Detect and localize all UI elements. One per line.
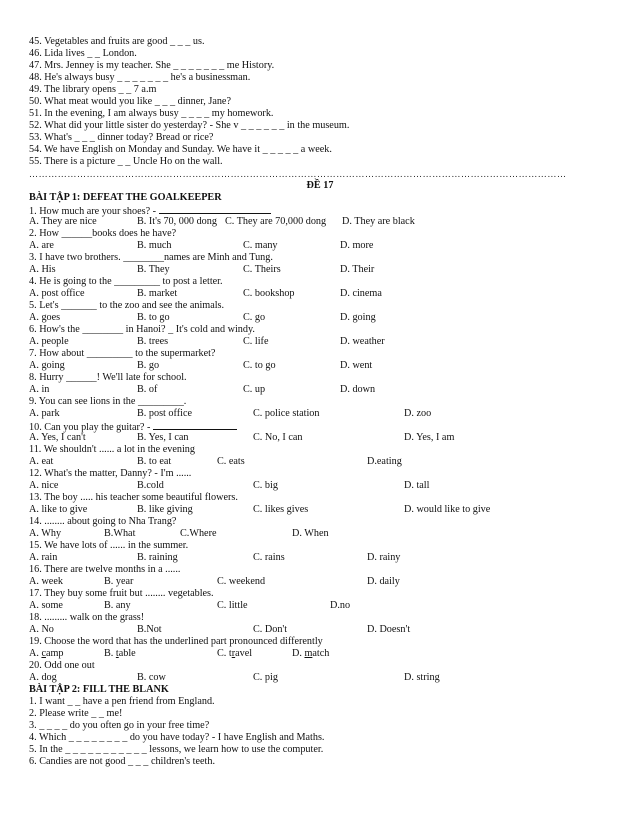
answer-option: A. rain — [29, 552, 58, 563]
answer-option: B. Yes, I can — [137, 432, 189, 443]
fill-item: 6. Candies are not good _ _ _ children's teeth. — [29, 756, 216, 767]
answer-option: A. going — [29, 360, 65, 371]
answer-option: B. any — [104, 600, 131, 611]
answer-option: C. pig — [253, 672, 278, 683]
question-text: 20. Odd one out — [29, 660, 95, 671]
answer-option: D. tall — [404, 480, 430, 491]
top-item: 48. He's always busy _ _ _ _ _ _ _ he's a businessman. — [29, 72, 251, 83]
question-text: 13. The boy ..... his teacher some beautiful flowers. — [29, 492, 238, 503]
question — [29, 468, 191, 480]
question-text: 12. What's the matter, Danny? - I'm ...... — [29, 468, 192, 479]
top-item: 47. Mrs. Jenney is my teacher. She _ _ _ _ _ _ _ me History. — [29, 60, 275, 71]
top-item: 55. There is a picture _ _ Uncle Ho on the wall. — [29, 156, 223, 167]
exercise-1-title: BÀI TẬP 1: DEFEAT THE GOALKEEPER — [29, 192, 222, 203]
question — [29, 516, 176, 528]
answer-option: A. post office — [29, 288, 85, 299]
answer-option: B. post office — [137, 408, 192, 419]
fill-item: 3. _ _ _ _ do you often go in your free time? — [29, 720, 210, 731]
question — [29, 300, 224, 312]
answer-option: C. to go — [243, 360, 276, 371]
question — [29, 228, 176, 240]
question — [29, 636, 323, 648]
question-text: 18. ......... walk on the grass! — [29, 612, 145, 623]
answer-option: A. camp — [29, 648, 64, 659]
answer-option: D. match — [292, 648, 330, 659]
answer-option: D. rainy — [367, 552, 401, 563]
answer-option: C. No, I can — [253, 432, 303, 443]
answer-option: B. like giving — [137, 504, 193, 515]
underlined-letter: c — [41, 648, 46, 659]
answer-option: D. zoo — [404, 408, 432, 419]
answer-option: C. police station — [253, 408, 320, 419]
answer-option: A. are — [29, 240, 54, 251]
answer-option: D. string — [404, 672, 440, 683]
answer-option: A. His — [29, 264, 56, 275]
question — [29, 540, 188, 552]
question-text: 19. Choose the word that has the underlined part pronounced differently — [29, 636, 323, 647]
answer-option: D. When — [292, 528, 329, 539]
question-text: 14. ........ about going to Nha Trang? — [29, 516, 177, 527]
top-item: 54. We have English on Monday and Sunday. We have it _ _ _ _ _ a week. — [29, 144, 332, 155]
answer-option: A. No — [29, 624, 54, 635]
question-text: 2. How ______books does he have? — [29, 228, 177, 239]
answer-option: B.What — [104, 528, 136, 539]
question-text: 11. We shouldn't ...... a lot in the evening — [29, 444, 195, 455]
separator: …………………………………………………………………………………………………………………………………………………… — [29, 169, 567, 179]
answer-option: A. dog — [29, 672, 57, 683]
top-item: 46. Lida lives _ _ London. — [29, 48, 137, 59]
answer-option: B. They — [137, 264, 170, 275]
answer-option: B. raining — [137, 552, 178, 563]
answer-option: A. in — [29, 384, 50, 395]
answer-option: D. Doesn't — [367, 624, 411, 635]
answer-option: B. market — [137, 288, 178, 299]
answer-option: C.Where — [180, 528, 217, 539]
answer-option: B. to eat — [137, 456, 172, 467]
answer-option: B. to go — [137, 312, 170, 323]
answer-option: D. They are black — [342, 216, 415, 227]
question — [29, 348, 215, 360]
answer-option: B. It's 70, 000 dong — [137, 216, 217, 227]
answer-option: A. Why — [29, 528, 62, 539]
answer-blank — [153, 420, 237, 430]
question-text: 8. Hurry ______! We'll late for school. — [29, 372, 187, 383]
answer-option: A. goes — [29, 312, 61, 323]
answer-option: B. cow — [137, 672, 166, 683]
question-text: 16. There are twelve months in a ...... — [29, 564, 181, 575]
question — [29, 276, 223, 288]
answer-option: B.Not — [137, 624, 162, 635]
answer-option: C. rains — [253, 552, 285, 563]
fill-item: 1. I want _ _ have a pen friend from England. — [29, 696, 215, 707]
answer-option: A. some — [29, 600, 63, 611]
answer-option: D. went — [340, 360, 373, 371]
fill-item: 4. Which _ _ _ _ _ _ _ _ do you have today? - I have English and Maths. — [29, 732, 325, 743]
answer-option: C. bookshop — [243, 288, 295, 299]
question-text: 10. Can you play the guitar? - — [29, 422, 153, 433]
top-item: 45. Vegetables and fruits are good _ _ _ us. — [29, 36, 205, 47]
top-item: 50. What meat would you like _ _ _ dinner, Jane? — [29, 96, 231, 107]
answer-option: B. year — [104, 576, 134, 587]
question-text: 9. You can see lions in the _________. — [29, 396, 187, 407]
question — [29, 564, 180, 576]
answer-option: C. Theirs — [243, 264, 281, 275]
top-item: 52. What did your little sister do yesterday? - She v _ _ _ _ _ _ in the museum. — [29, 120, 350, 131]
question — [29, 588, 214, 600]
answer-option: C. They are 70,000 dong — [225, 216, 327, 227]
question — [29, 372, 187, 384]
top-item: 53. What's _ _ _ dinner today? Bread or rice? — [29, 132, 214, 143]
exercise-2-title: BÀI TẬP 2: FILL THE BLANK — [29, 684, 169, 695]
answer-option: B. trees — [137, 336, 169, 347]
answer-option: A. They are nice — [29, 216, 97, 227]
answer-blank — [159, 204, 271, 214]
question-text: 4. He is going to the _________ to post a letter. — [29, 276, 223, 287]
top-item: 49. The library opens _ _ 7 a.m — [29, 84, 157, 95]
answer-option: C. up — [243, 384, 266, 395]
question — [29, 612, 144, 624]
answer-option: A. park — [29, 408, 60, 419]
question — [29, 660, 95, 672]
answer-option: D. Yes, I am — [404, 432, 455, 443]
answer-option: B. table — [104, 648, 136, 659]
answer-option: C. little — [217, 600, 248, 611]
question-text: 17. They buy some fruit but ........ vegetables. — [29, 588, 214, 599]
question — [29, 252, 273, 264]
answer-option: D. more — [340, 240, 374, 251]
top-item: 51. In the evening, I am always busy _ _ _ _ my homework. — [29, 108, 274, 119]
answer-option: D.eating — [367, 456, 402, 467]
question-text: 15. We have lots of ...... in the summer. — [29, 540, 189, 551]
answer-option: C. big — [253, 480, 278, 491]
answer-option: B. much — [137, 240, 172, 251]
question-text: 6. How's the ________ in Hanoi? _ It's cold and windy. — [29, 324, 255, 335]
answer-option: C. travel — [217, 648, 253, 659]
answer-option: D. going — [340, 312, 376, 323]
answer-option: A. Yes, I can't — [29, 432, 86, 443]
fill-item: 5. In the _ _ _ _ _ _ _ _ _ _ _ lessons, we learn how to use the computer. — [29, 744, 324, 755]
answer-option: B.cold — [137, 480, 164, 491]
answer-option: A. eat — [29, 456, 54, 467]
answer-option: D. Their — [340, 264, 375, 275]
answer-option: D. weather — [340, 336, 385, 347]
answer-option: C. go — [243, 312, 266, 323]
question — [29, 396, 186, 408]
underlined-letter: r — [231, 648, 236, 659]
question-text: 5. Let's _______ to the zoo and see the animals. — [29, 300, 225, 311]
answer-option: C. likes gives — [253, 504, 309, 515]
answer-option: C. life — [243, 336, 269, 347]
question — [29, 444, 195, 456]
answer-option: C. weekend — [217, 576, 266, 587]
answer-option: C. eats — [217, 456, 245, 467]
question-text: 3. I have two brothers. ________names are Minh and Tung. — [29, 252, 273, 263]
answer-option: B. of — [137, 384, 158, 395]
answer-option: A. nice — [29, 480, 59, 491]
question — [29, 492, 238, 504]
underlined-letter: t — [115, 648, 119, 659]
answer-option: D. down — [340, 384, 376, 395]
answer-option: A. like to give — [29, 504, 88, 515]
answer-option: D. daily — [367, 576, 400, 587]
question-text: 7. How about _________ to the supermarket? — [29, 348, 216, 359]
question-text: 1. How much are your shoes? - — [29, 206, 159, 217]
answer-option: A. people — [29, 336, 69, 347]
answer-option: B. go — [137, 360, 160, 371]
exam-heading: ĐỀ 17 — [306, 180, 334, 191]
underlined-letter: m — [304, 648, 313, 659]
answer-option: D. would like to give — [404, 504, 491, 515]
fill-item: 2. Please write _ _ me! — [29, 708, 123, 719]
answer-option: C. Don't — [253, 624, 288, 635]
answer-option: D.no — [330, 600, 351, 611]
answer-option: A. week — [29, 576, 63, 587]
question — [29, 324, 255, 336]
answer-option: D. cinema — [340, 288, 382, 299]
answer-option: C. many — [243, 240, 278, 251]
